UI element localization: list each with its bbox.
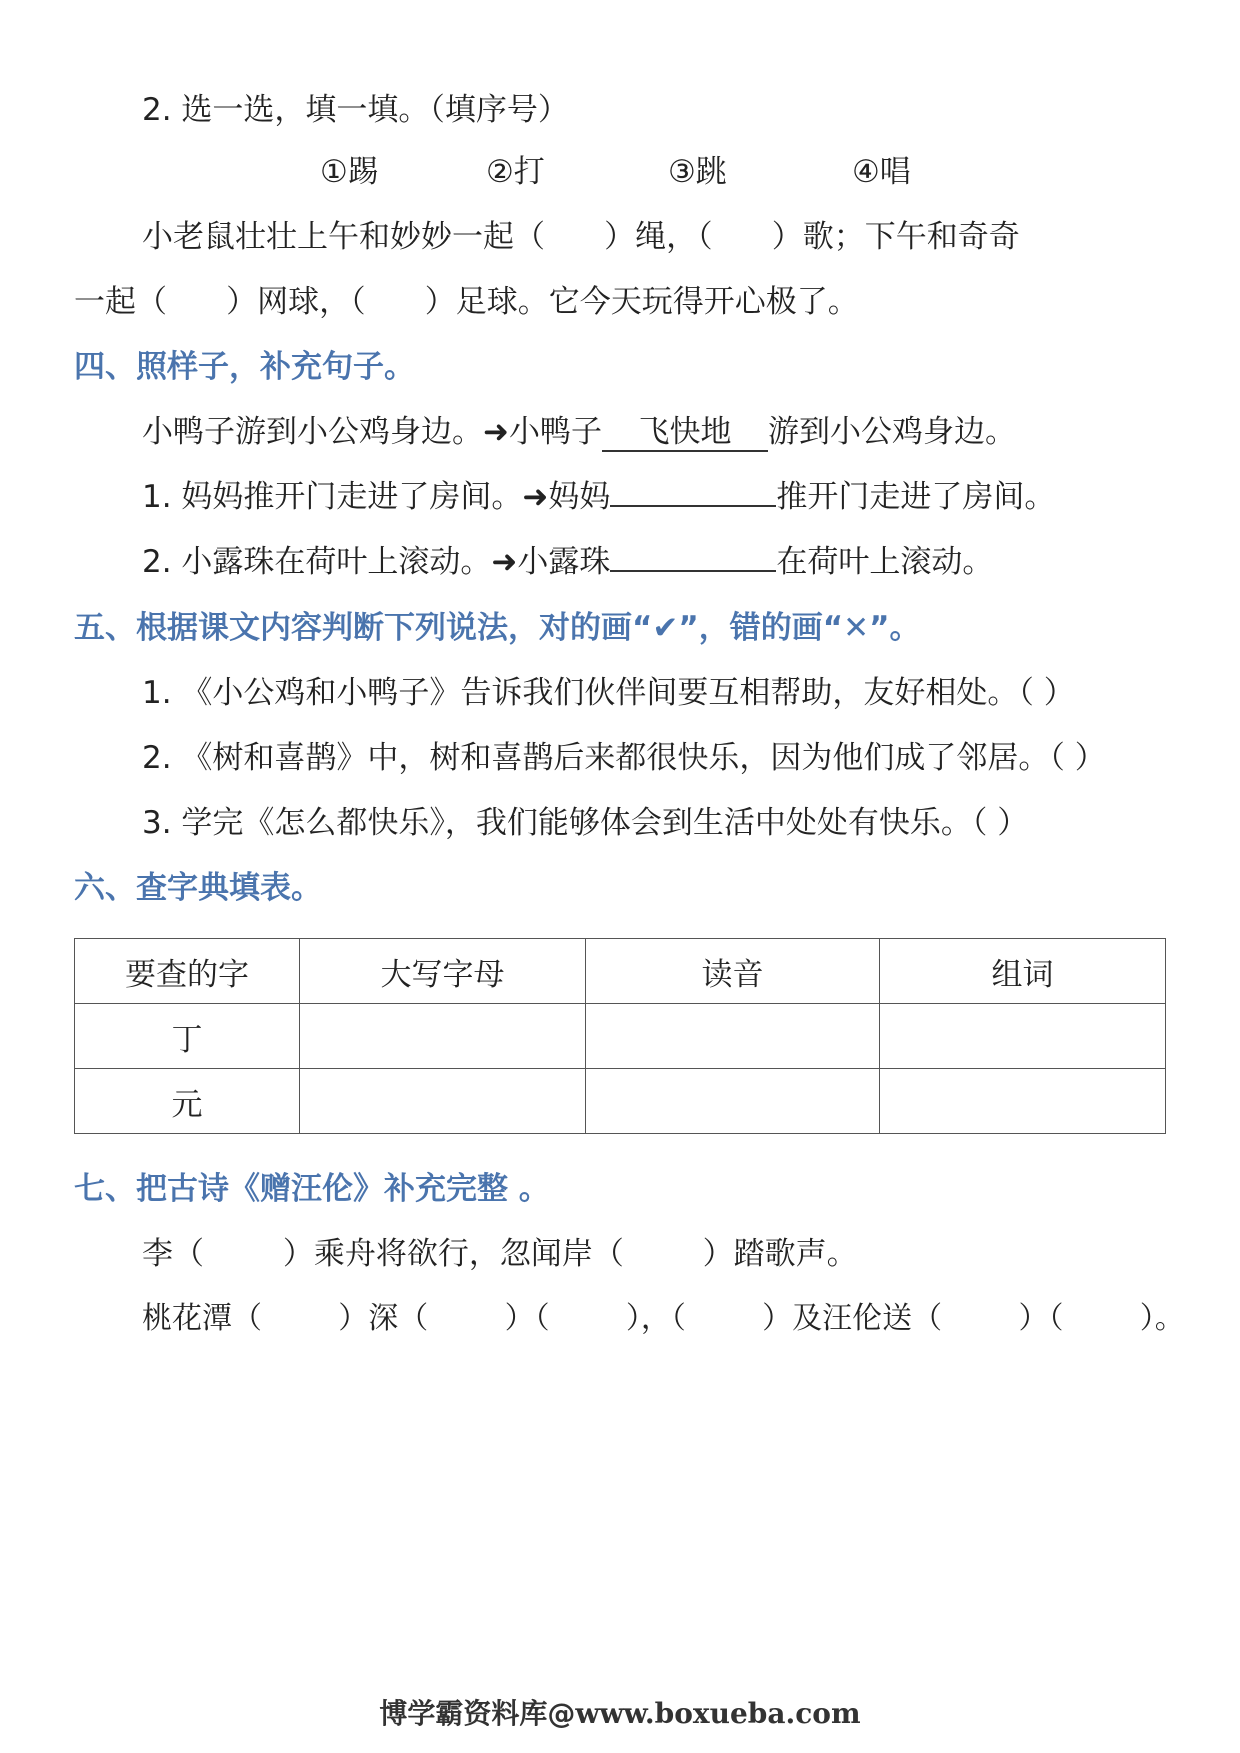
s4-item2-b: 在荷叶上滚动。 xyxy=(776,544,994,580)
s4-item-1 xyxy=(142,477,1055,517)
s4-example xyxy=(142,412,1016,452)
section-4-heading: 四、照样子，补充句子。 xyxy=(74,349,415,385)
table-row xyxy=(75,1069,1166,1134)
s5-item-3: 3. 学完《怎么都快乐》，我们能够体会到生活中处处有快乐。（ ） xyxy=(142,805,1029,841)
q2-line2-b: ）网球，（ xyxy=(226,284,366,320)
table-cell-letter[interactable] xyxy=(300,1004,586,1069)
q2-option-1: ①踢 xyxy=(320,154,379,190)
footer-watermark xyxy=(0,1692,1240,1732)
section-5-heading: 五、根据课文内容判断下列说法，对的画“✔”，错的画“✕”。 xyxy=(74,610,921,646)
s7-poem-line-2: 桃花潭（ ）深（ ）（ ），（ ）及汪伦送（ ）（ ）。 xyxy=(142,1301,1185,1336)
q2-line2-c: ）足球。它今天玩得开心极了。 xyxy=(424,284,859,320)
q2-line1-b: ）绳，（ xyxy=(604,219,713,255)
section-7-heading: 七、把古诗《赠汪伦》补充完整 。 xyxy=(74,1171,550,1207)
section-6-heading: 六、查字典填表。 xyxy=(74,870,322,906)
q2-option-3: ③跳 xyxy=(668,154,727,190)
s7-poem-line-1: 李（ ）乘舟将欲行，忽闻岸（ ）踏歌声。 xyxy=(142,1236,858,1272)
q2-sentence-line-2 xyxy=(74,282,859,322)
table-header-cell: 组词 xyxy=(880,939,1166,1004)
table-header-cell: 要查的字 xyxy=(75,939,300,1004)
table-cell-word[interactable] xyxy=(880,1069,1166,1134)
q2-blank-3[interactable] xyxy=(167,284,226,320)
s4-example-fill: 飞快地 xyxy=(602,414,768,452)
table-header-row xyxy=(75,939,1166,1004)
table-row xyxy=(75,1004,1166,1069)
s4-item1-a: 1. 妈妈推开门走进了房间。➜妈妈 xyxy=(142,479,611,515)
table-cell-word[interactable] xyxy=(880,1004,1166,1069)
s5-item-2: 2. 《树和喜鹊》中，树和喜鹊后来都很快乐，因为他们成了邻居。（ ） xyxy=(142,740,1106,776)
table-cell-char: 元 xyxy=(75,1069,300,1134)
q2-blank-2[interactable] xyxy=(713,219,772,255)
footer-url: www.boxueba.com xyxy=(575,1697,861,1730)
s4-example-b: 游到小公鸡身边。 xyxy=(767,414,1016,450)
q2-line2-a: 一起（ xyxy=(74,284,167,320)
table-header-cell: 大写字母 xyxy=(300,939,586,1004)
dictionary-table xyxy=(74,938,1166,1134)
q2-option-4: ④唱 xyxy=(852,154,911,190)
table-cell-pinyin[interactable] xyxy=(586,1004,880,1069)
s4-example-a: 小鸭子游到小公鸡身边。➜小鸭子 xyxy=(142,414,602,450)
s4-item1-b: 推开门走进了房间。 xyxy=(776,479,1056,515)
table-cell-letter[interactable] xyxy=(300,1069,586,1134)
q2-option-2: ②打 xyxy=(486,154,545,190)
footer-brand: 博学霸资料库@ xyxy=(379,1697,576,1730)
q2-blank-4[interactable] xyxy=(366,284,425,320)
q2-line1-c: ）歌；下午和奇奇 xyxy=(771,219,1020,255)
table-cell-pinyin[interactable] xyxy=(586,1069,880,1134)
s4-item2-blank[interactable] xyxy=(610,570,776,572)
s4-item2-a: 2. 小露珠在荷叶上滚动。➜小露珠 xyxy=(142,544,611,580)
s5-item-1: 1. 《小公鸡和小鸭子》告诉我们伙伴间要互相帮助，友好相处。（ ） xyxy=(142,675,1075,711)
table-header-cell: 读音 xyxy=(586,939,880,1004)
q2-title: 2. 选一选，填一填。（填序号） xyxy=(142,92,569,128)
s4-item-2 xyxy=(142,542,993,582)
s4-item1-blank[interactable] xyxy=(610,505,776,507)
q2-sentence-line-1 xyxy=(142,217,1020,257)
table-cell-char: 丁 xyxy=(75,1004,300,1069)
q2-line1-a: 小老鼠壮壮上午和妙妙一起（ xyxy=(142,219,545,255)
q2-blank-1[interactable] xyxy=(545,219,604,255)
